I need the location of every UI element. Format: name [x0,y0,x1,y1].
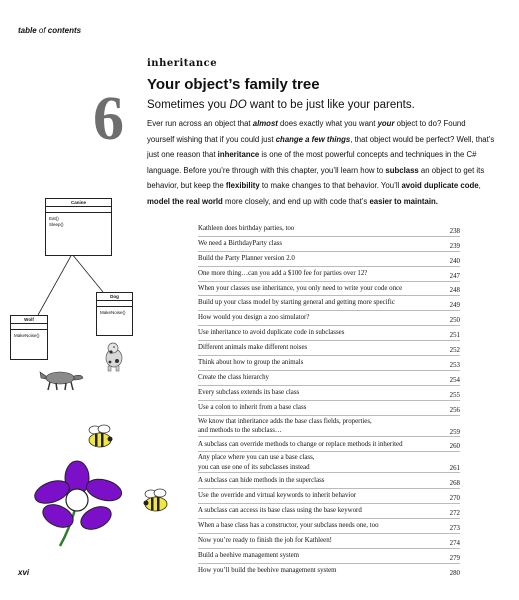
toc-entry-title: We need a BirthdayParty class [198,237,460,252]
toc-entry[interactable] [198,356,460,371]
intro-text-run: flexibility [225,181,260,191]
header-word-of: of [36,26,48,35]
toc-entry-title: Build the Party Planner version 2.0 [198,252,460,267]
uml-class-name: Wolf [11,316,47,324]
toc-entry-page: 238 [449,227,460,235]
intro-text-run: does exactly what you want [277,119,378,128]
toc-entry-title: How would you design a zoo simulator? [198,311,460,326]
toc-entry[interactable] [198,401,460,416]
toc-entry-title: Use the override and virtual keywords to inherit behavior [198,489,460,504]
flower-illustration [30,458,128,548]
toc-entry-title: A subclass can hide methods in the superclass [198,474,460,489]
intro-text-run: inheritance [217,150,260,160]
toc-entry[interactable] [198,474,460,489]
intro-text-run: model the real world [147,196,223,206]
bee-icon [142,488,172,514]
uml-class-name: Dog [97,293,132,301]
toc-entry-title: We know that inheritance adds the base class fields, properties, and methods to the subclass… [198,416,460,437]
toc-entry[interactable] [198,534,460,549]
toc-entry-title: Build a beehive management system [198,549,460,564]
toc-entry[interactable] [198,341,460,356]
toc-entry-title: Every subclass extends its base class [198,386,460,401]
intro-text-run: subclass [385,165,419,175]
intro-text-run: an object to get its behavior, but keep the [147,165,485,191]
toc-entry-page: 259 [449,428,460,436]
toc-entry-title: Now you’re ready to finish the job for Kathleen! [198,534,460,549]
intro-text-run: avoid duplicate code [401,181,479,191]
toc-entry-title: Create the class hierarchy [198,371,460,386]
uml-class-methods: Eat() Sleep() [49,216,64,227]
bee-icon [86,424,116,450]
toc-entry[interactable] [198,386,460,401]
intro-text-run: change a few things [275,134,351,144]
chapter-kicker: inheritance [147,58,218,69]
toc-entry-title: A subclass can override methods to change or replace methods it inherited [198,438,460,453]
toc-entry-page: 250 [449,317,460,325]
page-number: xvi [18,568,30,577]
intro-text-run: to make changes to that behavior. You’ll [259,181,402,191]
subtitle-part: want to be just like your parents. [246,99,415,111]
toc-entry-title: When a base class has a constructor, your subclass needs one, too [198,519,460,534]
toc-entry-title: Think about how to group the animals [198,356,460,371]
toc-entry-page: 280 [449,569,460,577]
toc-entry-page: 254 [449,376,460,384]
wolf-illustration [38,364,84,392]
intro-text-run: is one of the most powerful concepts and techniques in the C# language. Before you’re through with this chapter, you’ll learn how to [147,150,477,175]
chapter-title: Your object’s family tree [147,76,320,93]
uml-class-dog [96,292,133,336]
toc-entry[interactable] [198,416,460,438]
toc-entry[interactable] [198,282,460,297]
intro-text-run: , [478,181,481,191]
toc-entry-page: 248 [449,287,460,295]
toc-entry[interactable] [198,438,460,453]
uml-class-name: Canine [46,199,111,207]
subtitle-part: Sometimes you [147,99,230,111]
toc-entry-page: 253 [449,361,460,369]
intro-text-run: more closely, and end up with code that’s [222,196,370,206]
toc-entry-title: Kathleen does birthday parties, too [198,222,460,237]
toc-entry-page: 268 [449,480,460,488]
intro-text-run: easier to maintain. [369,196,438,206]
toc-entry-title: Use a colon to inherit from a base class [198,401,460,416]
toc-entry-page: 274 [449,539,460,547]
toc-entry-page: 261 [449,465,460,473]
uml-class-wolf [10,315,48,360]
toc-entry[interactable] [198,371,460,386]
toc-list [198,222,460,579]
toc-entry[interactable] [198,237,460,252]
toc-entry[interactable] [198,267,460,282]
toc-entry[interactable] [198,504,460,519]
toc-entry-page: 240 [449,257,460,265]
toc-entry-page: 279 [449,554,460,562]
toc-entry[interactable] [198,519,460,534]
toc-entry-page: 251 [449,332,460,340]
toc-entry-page: 273 [449,525,460,533]
header-word-table: table [18,26,37,35]
subtitle-emphasis: DO [229,99,247,111]
intro-text-run: object to do? Found yourself wishing that if you could just [147,119,466,144]
toc-entry-page: 260 [449,443,460,451]
toc-entry-title: Build up your class model by starting general and getting more specific [198,296,460,311]
header-word-contents: contents [47,26,82,35]
toc-entry-page: 239 [449,242,460,250]
toc-entry-title: How you’ll build the beehive management system [198,566,337,574]
toc-entry-title: One more thing…can you add a $100 fee for parties over 12? [198,267,460,282]
toc-entry-page: 270 [449,495,460,503]
intro-text-run: Ever run across an object that [147,119,253,128]
toc-entry-page: 252 [449,347,460,355]
toc-entry-page: 255 [449,391,460,399]
uml-class-methods: MakeNoise() [14,333,40,338]
dog-illustration [100,340,128,372]
toc-entry[interactable] [198,311,460,326]
toc-entry-page: 256 [449,406,460,414]
toc-entry[interactable] [198,549,460,564]
chapter-number: 6 [93,85,122,153]
intro-text-run: almost [252,119,278,128]
toc-entry-page: 249 [449,302,460,310]
toc-entry[interactable] [198,252,460,267]
toc-entry[interactable] [198,222,460,237]
uml-class-canine [45,198,112,256]
uml-class-methods: MakeNoise() [100,310,126,315]
toc-entry-title: Use inheritance to avoid duplicate code in subclasses [198,326,460,341]
toc-entry-page: 272 [449,510,460,518]
toc-entry-page: 247 [449,272,460,280]
toc-entry[interactable] [198,326,460,341]
toc-entry-title: Different animals make different noises [198,341,460,356]
toc-entry-title: A subclass can access its base class using the base keyword [198,504,460,519]
toc-entry[interactable] [198,296,460,311]
intro-text-run: , that object would be perfect? Well, that’s just one reason that [147,134,495,160]
toc-entry[interactable] [198,452,460,474]
toc-entry-title: When your classes use inheritance, you only need to write your code once [198,282,460,297]
toc-entry-title: Any place where you can use a base class, you can use one of its subclasses instead [198,452,460,473]
intro-text-run: your [377,119,395,128]
toc-entry[interactable] [198,489,460,504]
toc-entry[interactable] [198,564,460,579]
